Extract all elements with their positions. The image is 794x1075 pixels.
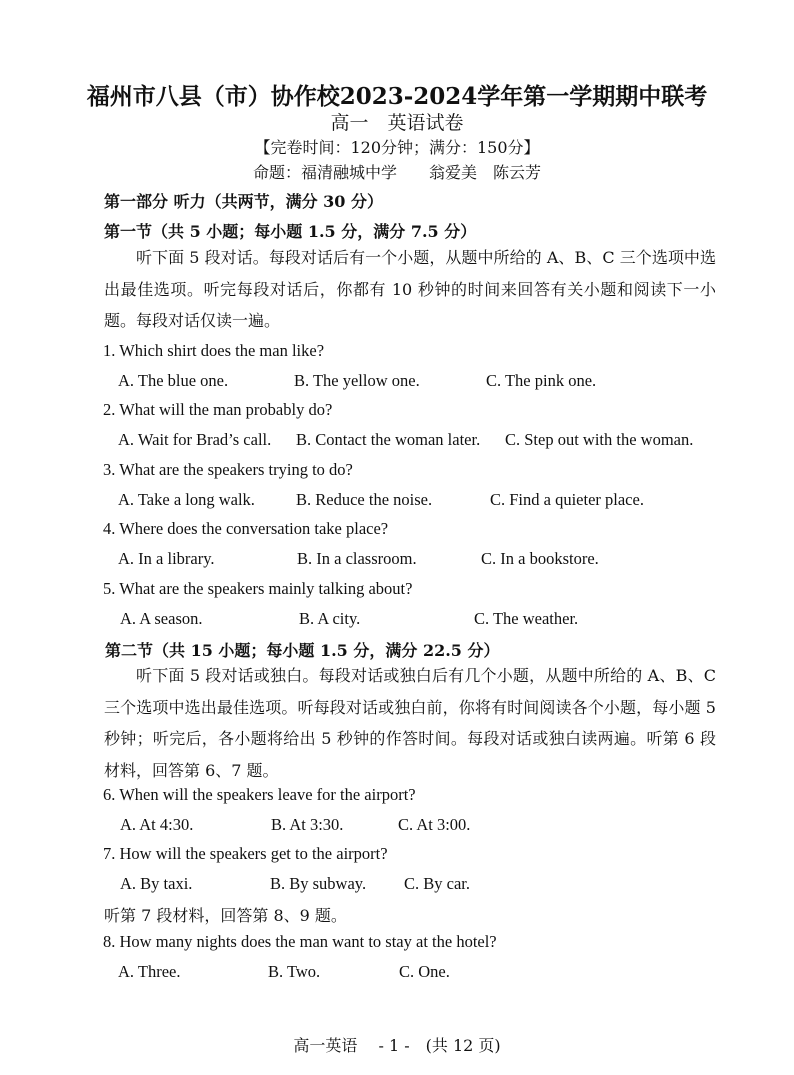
q8-option-c: C. One. [399, 962, 450, 981]
q8-option-a: A. Three. [118, 962, 181, 981]
q6-option-a: A. At 4:30. [120, 815, 194, 834]
exam-subtitle: 高一 英语试卷 [330, 112, 464, 134]
q6-option-b: B. At 3:30. [271, 815, 344, 834]
q2-option-b: B. Contact the woman later. [296, 430, 481, 449]
question-2: 2. What will the man probably do? [103, 400, 333, 419]
material-7-instruction: 听第 7 段材料，回答第 8、9 题。 [104, 906, 347, 925]
question-3: 3. What are the speakers trying to do? [103, 460, 353, 479]
section1-heading: 第一节（共 5 小题；每小题 1.5 分，满分 7.5 分） [104, 222, 477, 241]
part1-heading: 第一部分 听力（共两节，满分 30 分） [104, 192, 383, 211]
q1-option-b: B. The yellow one. [294, 371, 420, 390]
q3-option-c: C. Find a quieter place. [490, 490, 644, 509]
q4-option-c: C. In a bookstore. [481, 549, 599, 568]
q4-option-a: A. In a library. [118, 549, 215, 568]
q1-option-c: C. The pink one. [486, 371, 597, 390]
question-1: 1. Which shirt does the man like? [103, 341, 325, 360]
q3-option-a: A. Take a long walk. [118, 490, 255, 509]
section2-heading: 第二节（共 15 小题；每小题 1.5 分，满分 22.5 分） [105, 641, 500, 660]
q7-option-c: C. By car. [404, 874, 470, 893]
question-4: 4. Where does the conversation take place? [103, 519, 389, 538]
question-7: 7. How will the speakers get to the airport? [103, 844, 388, 863]
question-5: 5. What are the speakers mainly talking about? [103, 579, 413, 598]
page-footer: 高一英语 - 1 - (共 12 页) [293, 1036, 501, 1055]
section2-instructions: 听下面 5 段对话或独白。每段对话或独白后有几个小题，从题中所给的 A、B、C 三个选项中选出最佳选项。听每段对话或独白前，你将有时间阅读各个小题，每小题 5 秒钟；听完后，各小题将给出 5 秒钟的作答时间。每段对话或独白读两遍。听第 6 段材料，回答第 6、7 题。 [104, 666, 716, 780]
q7-option-b: B. By subway. [270, 874, 367, 893]
q7-option-a: A. By taxi. [120, 874, 193, 893]
q5-option-b: B. A city. [299, 609, 361, 628]
q1-option-a: A. The blue one. [118, 371, 229, 390]
q4-option-b: B. In a classroom. [297, 549, 417, 568]
q2-option-c: C. Step out with the woman. [505, 430, 694, 449]
question-8: 8. How many nights does the man want to stay at the hotel? [103, 932, 497, 951]
exam-authors: 命题：福清融城中学 翁爱美 陈云芳 [252, 163, 541, 182]
question-6: 6. When will the speakers leave for the airport? [103, 785, 416, 804]
q2-option-a: A. Wait for Brad’s call. [118, 430, 272, 449]
q5-option-a: A. A season. [120, 609, 203, 628]
q8-option-b: B. Two. [268, 962, 321, 981]
exam-title: 福州市八县（市）协作校2023-2024学年第一学期期中联考 [86, 83, 708, 110]
exam-info: 【完卷时间：120分钟；满分：150分】 [254, 138, 540, 157]
q5-option-c: C. The weather. [474, 609, 579, 628]
q6-option-c: C. At 3:00. [398, 815, 471, 834]
q3-option-b: B. Reduce the noise. [296, 490, 433, 509]
section1-instructions: 听下面 5 段对话。每段对话后有一个小题，从题中所给的 A、B、C 三个选项中选出最佳选项。听完每段对话后，你都有 10 秒钟的时间来回答有关小题和阅读下一小题。每段对话仅读一遍。 [104, 248, 716, 330]
